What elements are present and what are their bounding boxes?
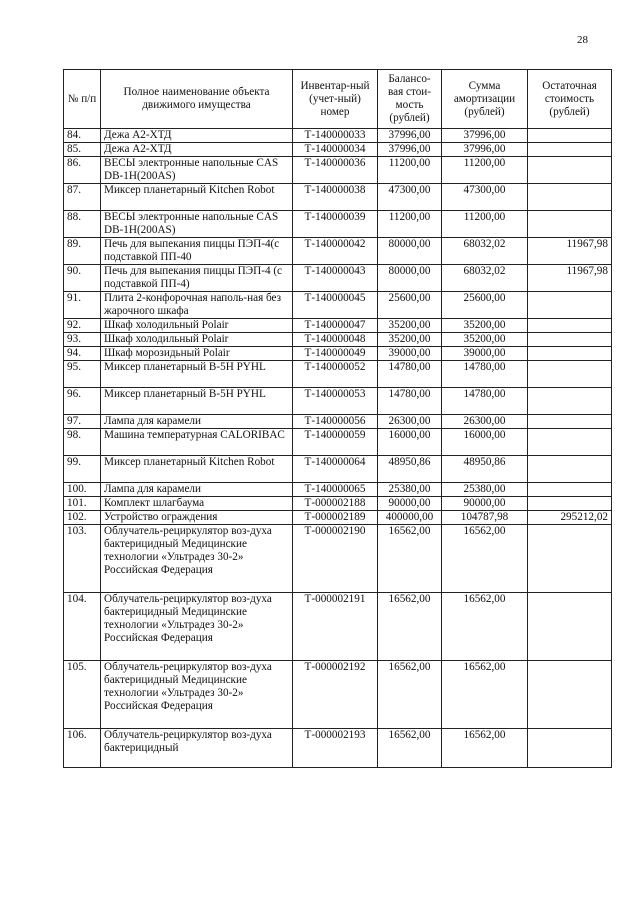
cell-inventory-number: Т-000002188 <box>293 497 378 511</box>
cell-residual-value <box>528 456 612 483</box>
cell-inventory-number: Т-140000038 <box>293 184 378 211</box>
table-row <box>64 211 612 238</box>
cell-number: 91. <box>64 292 101 319</box>
cell-name: Шкаф холодильный Polair <box>101 333 293 347</box>
cell-inventory-number: Т-140000036 <box>293 157 378 184</box>
cell-name: Печь для выпекания пиццы ПЭП-4(с подставкой ПП-40 <box>101 238 293 265</box>
cell-residual-value <box>528 497 612 511</box>
cell-number: 102. <box>64 511 101 525</box>
cell-residual-value <box>528 143 612 157</box>
cell-residual-value <box>528 157 612 184</box>
cell-amortization: 25600,00 <box>442 292 528 319</box>
cell-inventory-number: Т-140000049 <box>293 347 378 361</box>
header-row <box>64 70 612 129</box>
cell-number: 105. <box>64 661 101 729</box>
cell-name: Лампа для карамели <box>101 415 293 429</box>
cell-residual-value <box>528 361 612 388</box>
cell-amortization: 68032,02 <box>442 265 528 292</box>
cell-inventory-number: Т-140000052 <box>293 361 378 388</box>
cell-number: 96. <box>64 388 101 415</box>
cell-residual-value <box>528 319 612 333</box>
cell-name: Облучатель-рециркулятор воз-духа бактерицидный Медицинские технологии «Ультрадез 30-2» Российская Федерация <box>101 593 293 661</box>
cell-name: Миксер планетарный B-5H PYHL <box>101 388 293 415</box>
cell-residual-value <box>528 525 612 593</box>
table-row <box>64 333 612 347</box>
cell-number: 103. <box>64 525 101 593</box>
cell-number: 90. <box>64 265 101 292</box>
cell-name: Шкаф морозидьный Polair <box>101 347 293 361</box>
cell-balance-value: 14780,00 <box>378 388 442 415</box>
cell-amortization: 35200,00 <box>442 319 528 333</box>
cell-amortization: 16562,00 <box>442 593 528 661</box>
table-row <box>64 361 612 388</box>
table-row <box>64 483 612 497</box>
table-row <box>64 143 612 157</box>
cell-balance-value: 90000,00 <box>378 497 442 511</box>
cell-amortization: 16562,00 <box>442 729 528 768</box>
cell-amortization: 14780,00 <box>442 361 528 388</box>
cell-number: 104. <box>64 593 101 661</box>
table-row <box>64 292 612 319</box>
cell-balance-value: 11200,00 <box>378 157 442 184</box>
cell-balance-value: 80000,00 <box>378 265 442 292</box>
cell-residual-value <box>528 184 612 211</box>
cell-name: Машина температурная CALORIBAC <box>101 429 293 456</box>
cell-balance-value: 25380,00 <box>378 483 442 497</box>
cell-amortization: 11200,00 <box>442 157 528 184</box>
table-row <box>64 429 612 456</box>
cell-balance-value: 39000,00 <box>378 347 442 361</box>
cell-balance-value: 25600,00 <box>378 292 442 319</box>
cell-amortization: 104787,98 <box>442 511 528 525</box>
cell-inventory-number: Т-140000056 <box>293 415 378 429</box>
cell-balance-value: 16562,00 <box>378 525 442 593</box>
cell-inventory-number: Т-000002193 <box>293 729 378 768</box>
cell-residual-value <box>528 415 612 429</box>
table-row <box>64 415 612 429</box>
cell-number: 98. <box>64 429 101 456</box>
cell-name: Шкаф холодильный Polair <box>101 319 293 333</box>
cell-balance-value: 16000,00 <box>378 429 442 456</box>
header-residual-value: Остаточная стоимость (рублей) <box>528 70 612 129</box>
cell-name: Облучатель-рециркулятор воз-духа бактерицидный Медицинские технологии «Ультрадез 30-2» Российская Федерация <box>101 661 293 729</box>
cell-name: Печь для выпекания пиццы ПЭП-4 (с подставкой ПП-4) <box>101 265 293 292</box>
cell-number: 99. <box>64 456 101 483</box>
header-amortization: Сумма амортизации (рублей) <box>442 70 528 129</box>
table-row <box>64 497 612 511</box>
cell-inventory-number: Т-000002192 <box>293 661 378 729</box>
cell-inventory-number: Т-140000039 <box>293 211 378 238</box>
cell-inventory-number: Т-140000048 <box>293 333 378 347</box>
cell-name: ВЕСЫ электронные напольные CAS DB-1H(200AS) <box>101 211 293 238</box>
cell-name: Дежа А2-ХТД <box>101 129 293 143</box>
cell-inventory-number: Т-000002191 <box>293 593 378 661</box>
cell-residual-value <box>528 211 612 238</box>
table-row <box>64 319 612 333</box>
cell-inventory-number: Т-140000065 <box>293 483 378 497</box>
cell-residual-value: 11967,98 <box>528 238 612 265</box>
cell-inventory-number: Т-000002189 <box>293 511 378 525</box>
cell-inventory-number: Т-140000034 <box>293 143 378 157</box>
cell-name: Комплект шлагбаума <box>101 497 293 511</box>
cell-number: 84. <box>64 129 101 143</box>
cell-name: ВЕСЫ электронные напольные CAS DB-1H(200AS) <box>101 157 293 184</box>
cell-name: Дежа А2-ХТД <box>101 143 293 157</box>
cell-balance-value: 16562,00 <box>378 593 442 661</box>
cell-number: 94. <box>64 347 101 361</box>
cell-balance-value: 80000,00 <box>378 238 442 265</box>
cell-amortization: 68032,02 <box>442 238 528 265</box>
table-row <box>64 347 612 361</box>
cell-residual-value <box>528 483 612 497</box>
cell-inventory-number: Т-140000043 <box>293 265 378 292</box>
cell-number: 87. <box>64 184 101 211</box>
cell-residual-value <box>528 388 612 415</box>
cell-balance-value: 11200,00 <box>378 211 442 238</box>
header-inventory-number: Инвентар-ный (учет-ный) номер <box>293 70 378 129</box>
cell-residual-value <box>528 729 612 768</box>
cell-balance-value: 47300,00 <box>378 184 442 211</box>
cell-amortization: 14780,00 <box>442 388 528 415</box>
cell-name: Облучатель-рециркулятор воз-духа бактерицидный Медицинские технологии «Ультрадез 30-2» Российская Федерация <box>101 525 293 593</box>
table-row <box>64 265 612 292</box>
cell-balance-value: 14780,00 <box>378 361 442 388</box>
cell-number: 100. <box>64 483 101 497</box>
page-number: 28 <box>577 34 588 46</box>
header-balance-value: Балансо-вая стои-мость (рублей) <box>378 70 442 129</box>
cell-inventory-number: Т-140000047 <box>293 319 378 333</box>
table-row <box>64 729 612 768</box>
cell-residual-value: 11967,98 <box>528 265 612 292</box>
cell-name: Лампа для карамели <box>101 483 293 497</box>
cell-number: 92. <box>64 319 101 333</box>
cell-residual-value <box>528 347 612 361</box>
cell-balance-value: 35200,00 <box>378 319 442 333</box>
cell-residual-value <box>528 333 612 347</box>
table-row <box>64 388 612 415</box>
cell-inventory-number: Т-140000064 <box>293 456 378 483</box>
header-num: № п/п <box>64 70 101 129</box>
cell-number: 85. <box>64 143 101 157</box>
cell-inventory-number: Т-140000053 <box>293 388 378 415</box>
cell-amortization: 39000,00 <box>442 347 528 361</box>
table-row <box>64 129 612 143</box>
cell-inventory-number: Т-140000045 <box>293 292 378 319</box>
cell-number: 95. <box>64 361 101 388</box>
cell-balance-value: 16562,00 <box>378 729 442 768</box>
inventory-table <box>63 69 612 768</box>
cell-residual-value: 295212,02 <box>528 511 612 525</box>
cell-balance-value: 37996,00 <box>378 129 442 143</box>
cell-balance-value: 37996,00 <box>378 143 442 157</box>
cell-number: 86. <box>64 157 101 184</box>
cell-balance-value: 48950,86 <box>378 456 442 483</box>
cell-inventory-number: Т-000002190 <box>293 525 378 593</box>
cell-balance-value: 35200,00 <box>378 333 442 347</box>
table-row <box>64 525 612 593</box>
cell-residual-value <box>528 129 612 143</box>
cell-balance-value: 400000,00 <box>378 511 442 525</box>
table-row <box>64 593 612 661</box>
cell-name: Миксер планетарный Kitchen Robot <box>101 456 293 483</box>
cell-number: 93. <box>64 333 101 347</box>
cell-number: 97. <box>64 415 101 429</box>
cell-amortization: 37996,00 <box>442 129 528 143</box>
cell-number: 106. <box>64 729 101 768</box>
table-row <box>64 661 612 729</box>
cell-inventory-number: Т-140000059 <box>293 429 378 456</box>
cell-amortization: 11200,00 <box>442 211 528 238</box>
cell-balance-value: 16562,00 <box>378 661 442 729</box>
header-name: Полное наименование объекта движимого имущества <box>101 70 293 129</box>
cell-residual-value <box>528 292 612 319</box>
table-row <box>64 238 612 265</box>
cell-residual-value <box>528 593 612 661</box>
cell-inventory-number: Т-140000042 <box>293 238 378 265</box>
cell-amortization: 26300,00 <box>442 415 528 429</box>
cell-inventory-number: Т-140000033 <box>293 129 378 143</box>
cell-amortization: 16562,00 <box>442 661 528 729</box>
table-row <box>64 157 612 184</box>
cell-amortization: 35200,00 <box>442 333 528 347</box>
cell-amortization: 16000,00 <box>442 429 528 456</box>
cell-number: 89. <box>64 238 101 265</box>
cell-amortization: 25380,00 <box>442 483 528 497</box>
cell-amortization: 90000,00 <box>442 497 528 511</box>
cell-amortization: 48950,86 <box>442 456 528 483</box>
cell-balance-value: 26300,00 <box>378 415 442 429</box>
cell-name: Устройство ограждения <box>101 511 293 525</box>
cell-name: Плита 2-конфорочная наполь-ная без жарочного шкафа <box>101 292 293 319</box>
table-row <box>64 184 612 211</box>
cell-number: 88. <box>64 211 101 238</box>
table-row <box>64 456 612 483</box>
cell-residual-value <box>528 429 612 456</box>
table-row <box>64 511 612 525</box>
cell-amortization: 16562,00 <box>442 525 528 593</box>
cell-residual-value <box>528 661 612 729</box>
cell-amortization: 47300,00 <box>442 184 528 211</box>
cell-name: Миксер планетарный B-5H PYHL <box>101 361 293 388</box>
cell-name: Миксер планетарный Kitchen Robot <box>101 184 293 211</box>
cell-name: Облучатель-рециркулятор воз-духа бактерицидный <box>101 729 293 768</box>
cell-number: 101. <box>64 497 101 511</box>
cell-amortization: 37996,00 <box>442 143 528 157</box>
